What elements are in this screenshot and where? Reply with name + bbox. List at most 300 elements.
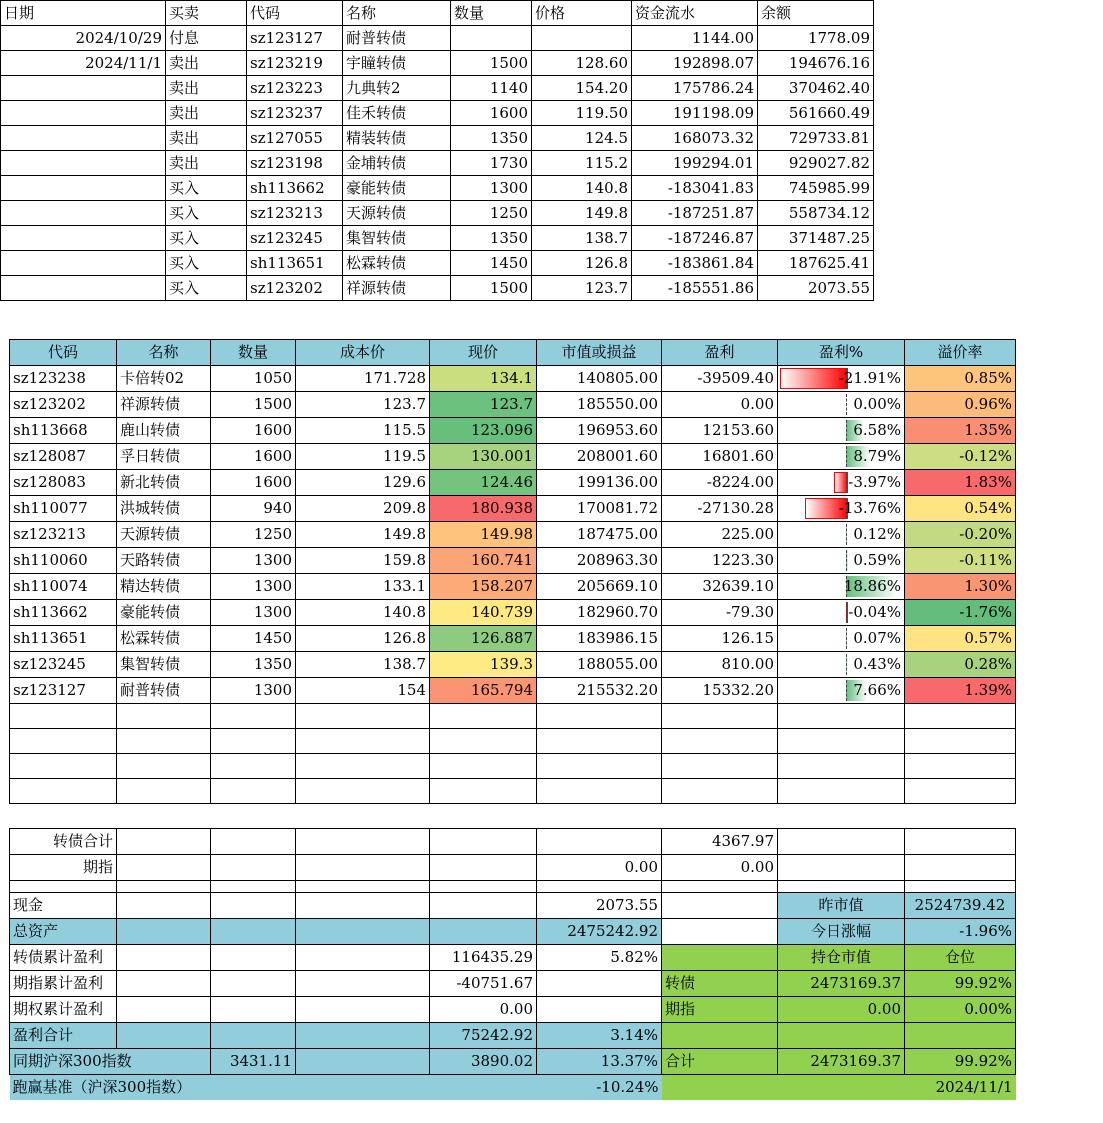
pos-name-cell: 豪能转债	[117, 600, 211, 626]
empty-cell	[905, 779, 1016, 804]
total-assets-row	[10, 919, 1016, 945]
pos-value-cell: 199136.00	[537, 470, 662, 496]
tx-name-cell: 佳禾转债	[343, 101, 451, 126]
cb-cum-pct: 5.82%	[537, 945, 662, 971]
tx-price-cell: 154.20	[532, 76, 632, 101]
pos-profit-cell: 126.15	[662, 626, 778, 652]
empty-cell	[10, 729, 117, 754]
empty-cell	[778, 729, 905, 754]
pos-profit-cell: -39509.40	[662, 366, 778, 392]
pos-profit-cell: 12153.60	[662, 418, 778, 444]
position-row	[10, 444, 1016, 470]
pos-code-cell: sh113651	[10, 626, 117, 652]
fut-hold-value: 0.00	[778, 997, 905, 1023]
empty-cell	[211, 704, 296, 729]
profit-pct-value: 6.58%	[853, 421, 901, 439]
pos-name-cell: 耐普转债	[117, 678, 211, 704]
pos-price-cell: 130.001	[430, 444, 537, 470]
pos-value-cell: 187475.00	[537, 522, 662, 548]
empty-cell	[296, 704, 430, 729]
fut-hold-label: 期指	[662, 997, 778, 1023]
tx-date-cell: 2024/11/1	[1, 51, 166, 76]
positions-header-row	[10, 340, 1016, 366]
pos-code-cell: sh110074	[10, 574, 117, 600]
tx-qty-cell: 1350	[451, 126, 532, 151]
pos-cost-cell: 115.5	[296, 418, 430, 444]
pos-value-cell: 205669.10	[537, 574, 662, 600]
pos-premium-cell: -1.76%	[905, 600, 1016, 626]
empty-cell	[662, 729, 778, 754]
pos-qty-cell: 1350	[211, 652, 296, 678]
empty-cell	[778, 754, 905, 779]
tx-action-cell: 卖出	[166, 76, 247, 101]
pos-header-value: 市值或损益	[537, 340, 662, 366]
pos-name-cell: 祥源转债	[117, 392, 211, 418]
cash-row	[10, 893, 1016, 919]
transaction-row	[1, 226, 874, 251]
spacer-row	[10, 804, 1016, 829]
fut-cum-row	[10, 971, 1016, 997]
pos-header-premium: 溢价率	[905, 340, 1016, 366]
pos-qty-cell: 1500	[211, 392, 296, 418]
pos-qty-cell: 1300	[211, 678, 296, 704]
empty-cell	[117, 754, 211, 779]
empty-cell	[117, 779, 211, 804]
tx-flow-cell: -187246.87	[632, 226, 758, 251]
pos-profit-pct-cell	[778, 678, 905, 704]
pos-value-cell: 208963.30	[537, 548, 662, 574]
pos-header-profit-pct: 盈利%	[778, 340, 905, 366]
position-row	[10, 496, 1016, 522]
tx-balance-cell: 370462.40	[758, 76, 874, 101]
total-hold-value: 2473169.37	[778, 1049, 905, 1075]
header-price: 价格	[532, 1, 632, 26]
tx-qty-cell: 1350	[451, 226, 532, 251]
prev-value: 2524739.42	[905, 893, 1016, 919]
pos-profit-pct-cell	[778, 626, 905, 652]
profit-pct-value: 18.86%	[843, 577, 901, 595]
empty-cell	[662, 754, 778, 779]
pos-price-cell: 140.739	[430, 600, 537, 626]
transaction-row	[1, 76, 874, 101]
pos-name-cell: 天源转债	[117, 522, 211, 548]
pos-cost-cell: 126.8	[296, 626, 430, 652]
today-change-label: 今日涨幅	[778, 919, 905, 945]
tx-name-cell: 天源转债	[343, 201, 451, 226]
tx-balance-cell: 729733.81	[758, 126, 874, 151]
tx-code-cell: sz123237	[247, 101, 343, 126]
pos-cost-cell: 209.8	[296, 496, 430, 522]
pos-profit-cell: -8224.00	[662, 470, 778, 496]
empty-cell	[537, 779, 662, 804]
total-assets-label: 总资产	[10, 919, 117, 945]
tx-balance-cell: 929027.82	[758, 151, 874, 176]
pos-price-cell: 123.096	[430, 418, 537, 444]
tx-price-cell: 140.8	[532, 176, 632, 201]
header-action: 买卖	[166, 1, 247, 26]
pos-code-cell: sz128087	[10, 444, 117, 470]
benchmark-label: 跑赢基准（沪深300指数）	[10, 1075, 537, 1101]
hold-value-label: 持仓市值	[778, 945, 905, 971]
cb-total-profit: 4367.97	[662, 829, 778, 855]
pos-name-cell: 洪城转债	[117, 496, 211, 522]
transaction-row	[1, 176, 874, 201]
futures-row	[10, 855, 1016, 881]
pos-premium-cell: 0.57%	[905, 626, 1016, 652]
tx-code-cell: sz123198	[247, 151, 343, 176]
tx-code-cell: sz123219	[247, 51, 343, 76]
pos-profit-pct-cell	[778, 522, 905, 548]
position-row	[10, 470, 1016, 496]
tx-date-cell	[1, 226, 166, 251]
empty-cell	[117, 704, 211, 729]
pos-cost-cell: 129.6	[296, 470, 430, 496]
benchmark-row	[10, 1075, 1016, 1101]
tx-name-cell: 宇瞳转债	[343, 51, 451, 76]
cb-hold-value: 2473169.37	[778, 971, 905, 997]
pos-premium-cell: -0.11%	[905, 548, 1016, 574]
tx-flow-cell: 1144.00	[632, 26, 758, 51]
tx-date-cell: 2024/10/29	[1, 26, 166, 51]
pos-code-cell: sz123245	[10, 652, 117, 678]
hs300-row	[10, 1049, 1016, 1075]
header-code: 代码	[247, 1, 343, 26]
tx-date-cell	[1, 101, 166, 126]
tx-name-cell: 耐普转债	[343, 26, 451, 51]
transaction-row	[1, 151, 874, 176]
tx-code-cell: sz127055	[247, 126, 343, 151]
transaction-row	[1, 26, 874, 51]
tx-flow-cell: 199294.01	[632, 151, 758, 176]
pos-qty-cell: 1300	[211, 574, 296, 600]
pos-cost-cell: 133.1	[296, 574, 430, 600]
pos-price-cell: 126.887	[430, 626, 537, 652]
tx-price-cell: 128.60	[532, 51, 632, 76]
pos-price-cell: 123.7	[430, 392, 537, 418]
pos-premium-cell: 1.39%	[905, 678, 1016, 704]
transaction-row	[1, 51, 874, 76]
pos-value-cell: 215532.20	[537, 678, 662, 704]
tx-date-cell	[1, 151, 166, 176]
total-label: 合计	[662, 1049, 778, 1075]
tx-qty-cell: 1250	[451, 201, 532, 226]
hs300-pct: 13.37%	[537, 1049, 662, 1075]
empty-cell	[211, 754, 296, 779]
pos-profit-pct-cell	[778, 652, 905, 678]
opt-cum-value: 0.00	[430, 997, 537, 1023]
pos-profit-pct-cell	[778, 574, 905, 600]
pos-price-cell: 160.741	[430, 548, 537, 574]
tx-flow-cell: 191198.09	[632, 101, 758, 126]
position-row	[10, 366, 1016, 392]
tx-action-cell: 买入	[166, 176, 247, 201]
hs300-label: 同期沪深300指数	[10, 1049, 211, 1075]
pos-premium-cell: 0.85%	[905, 366, 1016, 392]
pos-profit-pct-cell	[778, 392, 905, 418]
tx-date-cell	[1, 126, 166, 151]
empty-cell	[778, 704, 905, 729]
pos-qty-cell: 1250	[211, 522, 296, 548]
pos-cost-cell: 154	[296, 678, 430, 704]
pos-value-cell: 170081.72	[537, 496, 662, 522]
pos-profit-pct-cell	[778, 470, 905, 496]
empty-cell	[662, 704, 778, 729]
tx-action-cell: 买入	[166, 226, 247, 251]
pos-qty-cell: 1600	[211, 470, 296, 496]
tx-qty-cell: 1730	[451, 151, 532, 176]
cb-label: 转债	[662, 971, 778, 997]
tx-name-cell: 九典转2	[343, 76, 451, 101]
tx-balance-cell: 745985.99	[758, 176, 874, 201]
tx-qty-cell: 1450	[451, 251, 532, 276]
pos-qty-cell: 1600	[211, 444, 296, 470]
pos-code-cell: sz128083	[10, 470, 117, 496]
pos-premium-cell: 0.28%	[905, 652, 1016, 678]
tx-action-cell: 付息	[166, 26, 247, 51]
cb-total-label: 转债合计	[10, 829, 117, 855]
pos-cost-cell: 138.7	[296, 652, 430, 678]
profit-total-value: 75242.92	[430, 1023, 537, 1049]
pos-qty-cell: 1300	[211, 548, 296, 574]
tx-price-cell: 115.2	[532, 151, 632, 176]
tx-code-cell: sh113651	[247, 251, 343, 276]
profit-pct-value: 7.66%	[853, 681, 901, 699]
empty-position-row	[10, 729, 1016, 754]
tx-flow-cell: -183041.83	[632, 176, 758, 201]
pos-price-cell: 139.3	[430, 652, 537, 678]
pos-code-cell: sh113668	[10, 418, 117, 444]
transactions-header-row	[1, 1, 874, 26]
tx-name-cell: 金埔转债	[343, 151, 451, 176]
empty-cell	[430, 779, 537, 804]
empty-cell	[905, 754, 1016, 779]
pos-profit-pct-cell	[778, 600, 905, 626]
pos-profit-cell: -27130.28	[662, 496, 778, 522]
empty-cell	[662, 779, 778, 804]
empty-position-row	[10, 704, 1016, 729]
tx-flow-cell: -183861.84	[632, 251, 758, 276]
tx-balance-cell: 561660.49	[758, 101, 874, 126]
transactions-table	[0, 0, 874, 301]
profit-pct-value: -21.91%	[838, 369, 901, 387]
pos-name-cell: 松霖转债	[117, 626, 211, 652]
total-assets: 2475242.92	[537, 919, 662, 945]
pos-premium-cell: -0.12%	[905, 444, 1016, 470]
pos-name-cell: 卡倍转02	[117, 366, 211, 392]
tx-balance-cell: 2073.55	[758, 276, 874, 301]
header-balance: 余额	[758, 1, 874, 26]
profit-pct-value: 0.07%	[853, 629, 901, 647]
tx-flow-cell: 168073.32	[632, 126, 758, 151]
futures-label: 期指	[10, 855, 117, 881]
cb-position: 99.92%	[905, 971, 1016, 997]
pos-cost-cell: 171.728	[296, 366, 430, 392]
prev-value-label: 昨市值	[778, 893, 905, 919]
tx-name-cell: 豪能转债	[343, 176, 451, 201]
pos-price-cell: 158.207	[430, 574, 537, 600]
empty-cell	[211, 729, 296, 754]
pos-value-cell: 208001.60	[537, 444, 662, 470]
transaction-row	[1, 126, 874, 151]
pos-premium-cell: 1.30%	[905, 574, 1016, 600]
empty-position-row	[10, 779, 1016, 804]
tx-price-cell	[532, 26, 632, 51]
pos-value-cell: 196953.60	[537, 418, 662, 444]
header-flow: 资金流水	[632, 1, 758, 26]
fut-cum-value: -40751.67	[430, 971, 537, 997]
pos-value-cell: 183986.15	[537, 626, 662, 652]
tx-date-cell	[1, 176, 166, 201]
tx-action-cell: 买入	[166, 276, 247, 301]
pos-profit-pct-cell	[778, 444, 905, 470]
opt-cum-row	[10, 997, 1016, 1023]
empty-cell	[778, 779, 905, 804]
tx-code-cell: sz123245	[247, 226, 343, 251]
empty-cell	[296, 754, 430, 779]
cb-total-row	[10, 829, 1016, 855]
pos-premium-cell: 1.35%	[905, 418, 1016, 444]
profit-total-label: 盈利合计	[10, 1023, 117, 1049]
position-row	[10, 574, 1016, 600]
tx-action-cell: 买入	[166, 201, 247, 226]
tx-qty-cell	[451, 26, 532, 51]
transaction-row	[1, 101, 874, 126]
pos-cost-cell: 149.8	[296, 522, 430, 548]
pos-code-cell: sh110060	[10, 548, 117, 574]
position-row	[10, 418, 1016, 444]
opt-cum-label: 期权累计盈利	[10, 997, 117, 1023]
tx-flow-cell: -185551.86	[632, 276, 758, 301]
empty-cell	[537, 704, 662, 729]
profit-pct-value: 0.43%	[853, 655, 901, 673]
profit-total-row	[10, 1023, 1016, 1049]
tx-qty-cell: 1300	[451, 176, 532, 201]
tx-price-cell: 126.8	[532, 251, 632, 276]
pos-price-cell: 165.794	[430, 678, 537, 704]
pos-name-cell: 新北转债	[117, 470, 211, 496]
pos-premium-cell: 1.83%	[905, 470, 1016, 496]
pos-price-cell: 134.1	[430, 366, 537, 392]
tx-date-cell	[1, 76, 166, 101]
empty-cell	[905, 704, 1016, 729]
tx-qty-cell: 1140	[451, 76, 532, 101]
tx-action-cell: 卖出	[166, 126, 247, 151]
pos-qty-cell: 1300	[211, 600, 296, 626]
pos-qty-cell: 1600	[211, 418, 296, 444]
tx-price-cell: 149.8	[532, 201, 632, 226]
profit-pct-value: 8.79%	[853, 447, 901, 465]
tx-name-cell: 集智转债	[343, 226, 451, 251]
fut-cum-label: 期指累计盈利	[10, 971, 117, 997]
tx-action-cell: 卖出	[166, 51, 247, 76]
tx-balance-cell: 187625.41	[758, 251, 874, 276]
pos-profit-pct-cell	[778, 496, 905, 522]
cash-value: 2073.55	[537, 893, 662, 919]
tx-flow-cell: 192898.07	[632, 51, 758, 76]
profit-pct-value: -13.76%	[838, 499, 901, 517]
pos-header-code: 代码	[10, 340, 117, 366]
empty-cell	[10, 754, 117, 779]
tx-qty-cell: 1600	[451, 101, 532, 126]
pos-profit-pct-cell	[778, 418, 905, 444]
pos-value-cell: 188055.00	[537, 652, 662, 678]
pos-profit-cell: 1223.30	[662, 548, 778, 574]
position-row	[10, 522, 1016, 548]
header-qty: 数量	[451, 1, 532, 26]
pos-qty-cell: 940	[211, 496, 296, 522]
pos-header-qty: 数量	[211, 340, 296, 366]
fut-position: 0.00%	[905, 997, 1016, 1023]
pos-qty-cell: 1450	[211, 626, 296, 652]
header-date: 日期	[1, 1, 166, 26]
empty-cell	[296, 729, 430, 754]
positions-table	[9, 339, 1016, 1100]
pos-profit-pct-cell	[778, 366, 905, 392]
transaction-row	[1, 201, 874, 226]
profit-pct-value: 0.59%	[853, 551, 901, 569]
pos-header-cost: 成本价	[296, 340, 430, 366]
position-row	[10, 626, 1016, 652]
pos-cost-cell: 140.8	[296, 600, 430, 626]
pos-premium-cell: 0.54%	[905, 496, 1016, 522]
futures-profit: 0.00	[662, 855, 778, 881]
spacer-row-2	[10, 881, 1016, 893]
pos-name-cell: 精达转债	[117, 574, 211, 600]
tx-price-cell: 138.7	[532, 226, 632, 251]
tx-flow-cell: -187251.87	[632, 201, 758, 226]
empty-cell	[211, 779, 296, 804]
cb-cum-row	[10, 945, 1016, 971]
pos-premium-cell: 0.96%	[905, 392, 1016, 418]
tx-action-cell: 买入	[166, 251, 247, 276]
position-row	[10, 678, 1016, 704]
tx-date-cell	[1, 201, 166, 226]
position-row	[10, 652, 1016, 678]
futures-value: 0.00	[537, 855, 662, 881]
pos-header-price: 现价	[430, 340, 537, 366]
profit-pct-value: 0.12%	[853, 525, 901, 543]
empty-cell	[430, 729, 537, 754]
empty-cell	[430, 754, 537, 779]
empty-position-row	[10, 754, 1016, 779]
tx-price-cell: 119.50	[532, 101, 632, 126]
empty-cell	[537, 729, 662, 754]
empty-cell	[430, 704, 537, 729]
pos-profit-pct-cell	[778, 548, 905, 574]
cb-cum-label: 转债累计盈利	[10, 945, 117, 971]
profit-pct-value: -0.04%	[848, 603, 901, 621]
pos-profit-cell: 16801.60	[662, 444, 778, 470]
tx-price-cell: 123.7	[532, 276, 632, 301]
tx-flow-cell: 175786.24	[632, 76, 758, 101]
tx-action-cell: 卖出	[166, 101, 247, 126]
empty-cell	[10, 704, 117, 729]
pos-profit-cell: 15332.20	[662, 678, 778, 704]
pos-value-cell: 185550.00	[537, 392, 662, 418]
profit-pct-value: 0.00%	[853, 395, 901, 413]
tx-action-cell: 卖出	[166, 151, 247, 176]
profit-total-pct: 3.14%	[537, 1023, 662, 1049]
hs300-base: 3431.11	[211, 1049, 296, 1075]
pos-code-cell: sz123127	[10, 678, 117, 704]
transaction-row	[1, 251, 874, 276]
pos-premium-cell: -0.20%	[905, 522, 1016, 548]
empty-cell	[537, 754, 662, 779]
pos-name-cell: 鹿山转债	[117, 418, 211, 444]
pos-code-cell: sz123238	[10, 366, 117, 392]
empty-cell	[905, 729, 1016, 754]
pos-profit-cell: 225.00	[662, 522, 778, 548]
